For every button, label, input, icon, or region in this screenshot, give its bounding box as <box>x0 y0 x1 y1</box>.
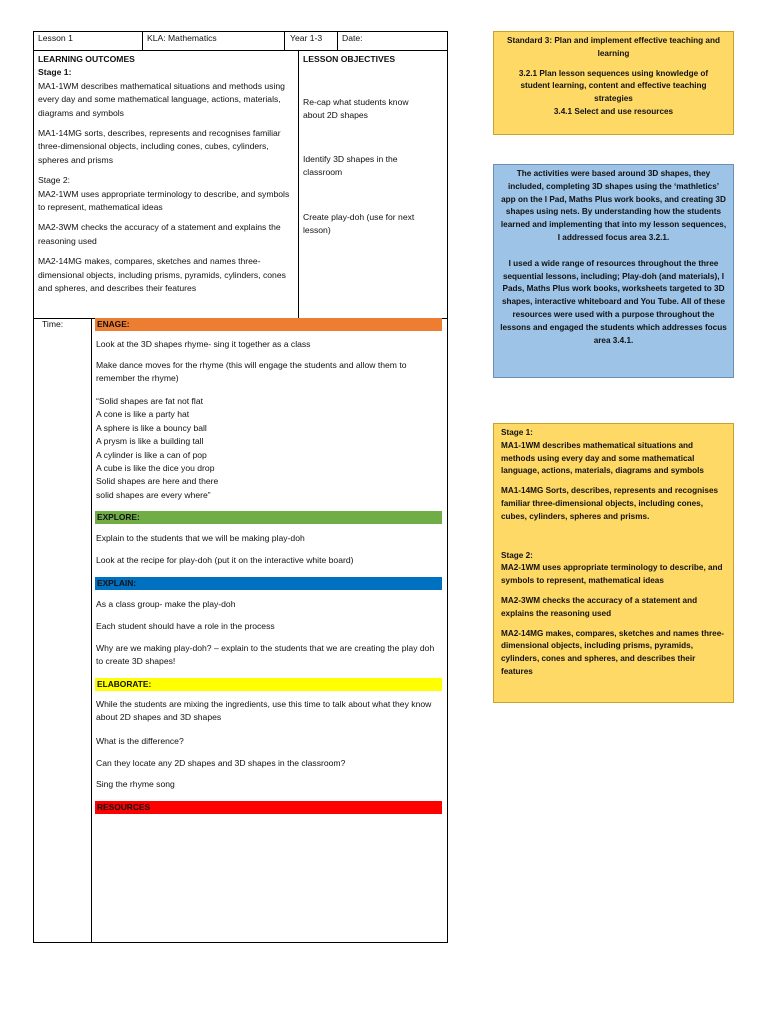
elaborate-step-4: Sing the rhyme song <box>96 779 175 789</box>
engage-bar: ENAGE: <box>95 318 442 331</box>
box-outcome-ma2-1wm: MA2-1WM uses appropriate terminology to describe, and symbols to represent, mathematical ideas <box>501 563 723 586</box>
explain-step-3: Why are we making play-doh? – explain to the students that we are creating the play doh to create 3D shapes! <box>96 643 435 667</box>
box-outcome-ma2-14mg: MA2-14MG makes, compares, sketches and names three-dimensional objects, including prisms, pyramids, cylinders, cones and spheres, and describes their features <box>501 628 724 676</box>
lesson-objectives-heading: LESSON OBJECTIVES <box>303 54 396 64</box>
explain-bar: EXPLAIN: <box>95 577 442 590</box>
box-outcome-ma2-3wm: MA2-3WM checks the accuracy of a statement and explains the reasoning used <box>501 595 698 618</box>
standard-3-2-1: 3.2.1 Plan lesson sequences using knowledge of student learning, content and effective teaching strategies <box>518 68 709 104</box>
box-outcome-ma1-14mg: MA1-14MG Sorts, describes, represents and recognises familiar three-dimensional objects, including cones, cubes, cylinders, spheres and prisms. <box>501 486 719 521</box>
elaborate-step-2: What is the difference? <box>96 736 184 746</box>
objective-create: Create play-doh (use for next lesson) <box>303 212 415 236</box>
rhyme-line: A cone is like a party hat <box>96 409 190 420</box>
outcome-ma2-3wm: MA2-3WM checks the accuracy of a statement and explains the reasoning used <box>38 222 281 246</box>
standard-3-box <box>493 31 734 135</box>
engage-step-2: Make dance moves for the rhyme (this will engage the students and allow them to remember the rhyme) <box>96 360 407 384</box>
objective-identify: Identify 3D shapes in the classroom <box>303 154 398 178</box>
year-label: Year 1-3 <box>290 33 323 43</box>
standard-3-4-1: 3.4.1 Select and use resources <box>553 106 674 116</box>
objective-recap: Re-cap what students know about 2D shapes <box>303 97 409 121</box>
reflection-focus-3-4-1: I used a wide range of resources throughout the three sequential lessons, including; Play-doh (and materials), I Pads, Maths Plus work books, worksheets targeted to 3D shapes, interactive whiteboard and You Tube. All of these resources were used with a purpose throughout the lessons and engaged the students which addresses focus area 3.4.1. <box>500 258 727 345</box>
date-label: Date: <box>342 33 363 43</box>
explain-step-2: Each student should have a role in the process <box>96 621 275 631</box>
box-outcome-ma1-1wm: MA1-1WM describes mathematical situations and methods using every day and some mathematical language, actions, materials, diagrams and symbols <box>501 440 704 476</box>
elaborate-bar: ELABORATE: <box>95 678 442 691</box>
kla-label: KLA: Mathematics <box>147 33 217 43</box>
reflection-box <box>493 164 734 378</box>
rhyme-line: solid shapes are every where” <box>96 489 211 500</box>
rhyme-line: A prysm is like a building tall <box>96 436 204 447</box>
syllabus-outcomes-box <box>493 423 734 703</box>
elaborate-step-1: While the students are mixing the ingredients, use this time to talk about what they know about 2D shapes and 3D shapes <box>96 699 432 723</box>
reflection-focus-3-2-1: The activities were based around 3D shapes, they included, completing 3D shapes using the ‘mathletics’ app on the I Pad, Maths Plus work books, and creating 3D shapes using nets. By understanding how the students learned and implementing that into my lesson sequences, I addressed focus area 3.2.1. <box>500 169 727 242</box>
stage-1-heading: Stage 1: <box>38 67 72 78</box>
stage-2-heading: Stage 2: <box>38 175 71 186</box>
engage-step-1: Look at the 3D shapes rhyme- sing it together as a class <box>96 339 311 349</box>
explore-step-2: Look at the recipe for play-doh (put it on the interactive white board) <box>96 555 354 565</box>
outcome-ma1-14mg: MA1-14MG sorts, describes, represents and recognises familiar three-dimensional objects, including cones, cubes, cylinders, spheres and prisms <box>38 128 281 165</box>
rhyme-line: A cylinder is like a can of pop <box>96 449 207 460</box>
explore-step-1: Explain to the students that we will be making play-doh <box>96 533 305 543</box>
rhyme-verse <box>96 395 441 502</box>
resources-bar: RESOURCES <box>95 801 442 814</box>
box-stage-2-heading: Stage 2: <box>501 550 533 560</box>
time-label: Time: <box>42 319 64 329</box>
explore-bar: EXPLORE: <box>95 511 442 524</box>
rhyme-line: “Solid shapes are fat not flat <box>96 396 204 406</box>
outcome-ma2-14mg: MA2-14MG makes, compares, sketches and names three-dimensional objects, including prisms, pyramids, cylinders, cones and spheres, and describes their features <box>38 256 286 294</box>
outcome-ma1-1wm: MA1-1WM describes mathematical situations and methods using every day and some mathematical language, actions, materials, diagrams and symbols <box>38 80 285 118</box>
elaborate-step-3: Can they locate any 2D shapes and 3D shapes in the classroom? <box>96 758 346 768</box>
learning-outcomes <box>38 53 294 296</box>
rhyme-line: Solid shapes are here and there <box>96 476 219 487</box>
outcome-ma2-1wm: MA2-1WM uses appropriate terminology to describe, and symbols to represent, mathematical ideas <box>38 188 290 213</box>
box-stage-1-heading: Stage 1: <box>501 428 533 437</box>
explain-step-1: As a class group- make the play-doh <box>96 599 236 609</box>
lesson-number: Lesson 1 <box>38 33 73 43</box>
standard-3-title: Standard 3: Plan and implement effective teaching and learning <box>507 36 720 58</box>
rhyme-line: A sphere is like a bouncy ball <box>96 422 207 433</box>
learning-outcomes-heading: LEARNING OUTCOMES <box>38 54 135 64</box>
rhyme-line: A cube is like the dice you drop <box>96 463 215 474</box>
